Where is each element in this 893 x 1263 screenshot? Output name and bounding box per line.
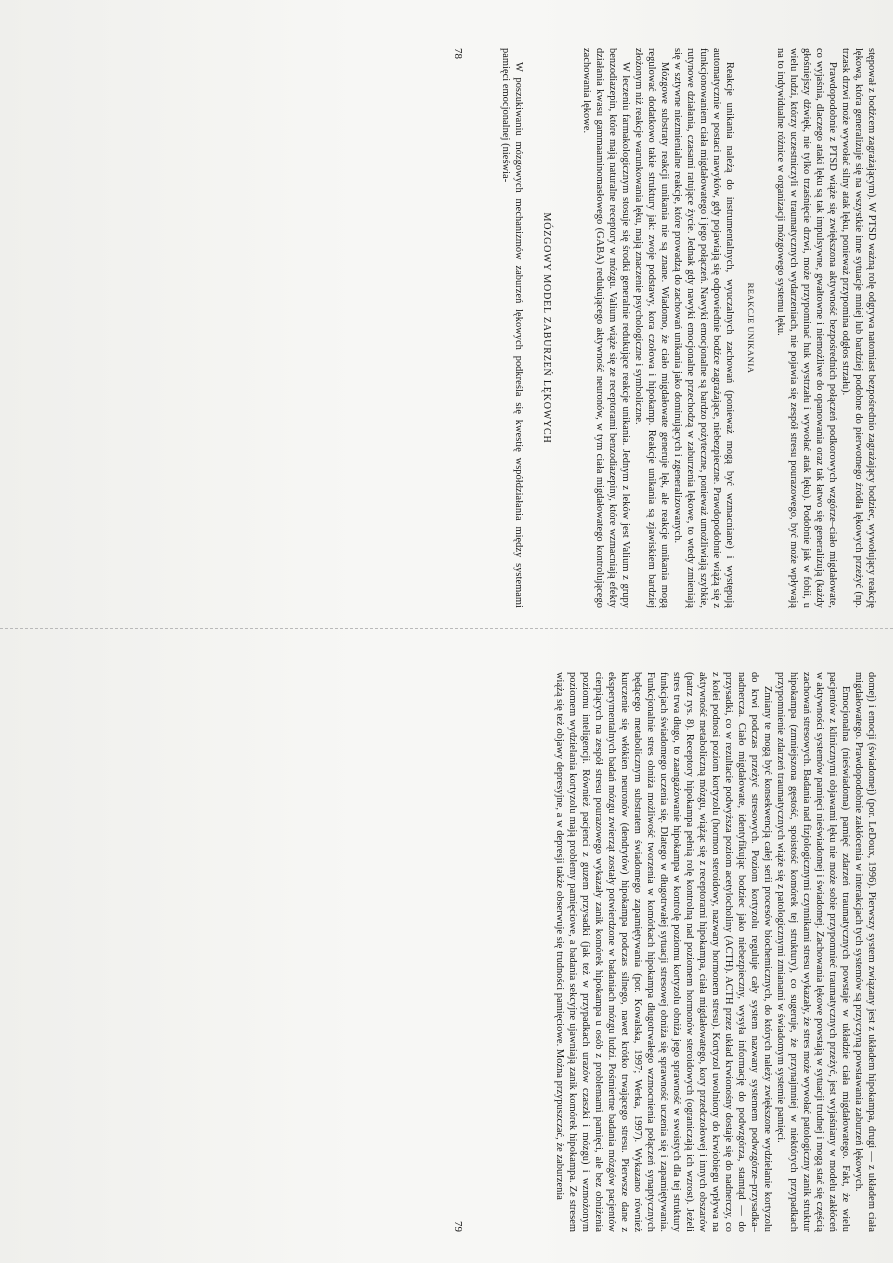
page-number: 78 bbox=[452, 48, 464, 59]
paragraph: Reakcje unikania należą do instrumentalnych, wyuczalnych zachowań (ponieważ mogą być wzmacniane) i występują automatycznie w postaci nawyków, gdy pojawiają się odpowiednie bodźce zagrażające, niebezpieczne. Prawdopodobnie wiążą się z funkcjonowaniem ciała migdałowatego i jego połączeń. Nawyki emocjonalne są bardzo pożyteczne, ponieważ umożliwiają szybkie, rutynowe działania, czasami ratujące życie. Jednak gdy nawyki emocjonalne przechodzą w zaburzenia lękowe, to wtedy zmieniają się w sztywne niezmienialne reakcje, które prowadzą do zachowań unikania jako dominujących i zgeneralizowanych. bbox=[672, 48, 735, 608]
section-heading-brain-model: MÓZGOWY MODEL ZABURZEŃ LĘKOWYCH bbox=[541, 212, 552, 444]
paragraph: W poszukiwaniu mózgowych mechanizmów zaburzeń lękowych podkreśla się kwestię współdziałania między systemami pamięci emocjonalnej (nieświa- bbox=[500, 48, 524, 608]
page-fold-line bbox=[0, 628, 893, 630]
paragraph: W leczeniu farmakologicznym stosuje się środki generalnie redukujące reakcje unikania. Jednym z leków jest Valium z grupy benzodiazepin, które mają naturalne receptory w mózgu. Valium wiąże się ze receptorami benzodiazepiny, które wzmacniają efekty działania kwasu gammaaminomasłowego (GABA) redukującego aktywność neuronów, w tym ciała migdałowatego kontrolującego zachowania lękowe. bbox=[581, 48, 631, 608]
section-heading-avoidance: REAKCJE UNIKANIA bbox=[746, 282, 756, 374]
left-page bbox=[438, 48, 878, 608]
paragraph: stępował z bodźcem zagrażającym). W PTSD ważną rolę odgrywa natomiast bezpośrednio zagrażający bodziec, wywołujący reakcję lękową, która generalizuje się na wszystkie inne sytuacje mniej lub bardziej podobne do pierwotnego źródła lękowych przeżyć (np. trzask drzwi może wywołać silny atak lęku, ponieważ przypomina odgłos strzału). bbox=[840, 48, 877, 608]
paragraph: Prawdopodobnie z PTSD wiąże się zwiększona aktywność bezpośrednich połączeń podkorowych wzgórze–ciało migdałowate, co wyjaśnia, dlaczego ataki lęku są tak impulsywne, gwałtowne i niemożliwe do opanowania oraz tak łatwo się generalizują (każdy głośniejszy dźwięk, nie tylko trzaśnięcie drzwi, może przypominać huk wystrzału i wywołać atak lęku). Podobnie jak w fobii, u wielu ludzi, którzy uczestniczyli w traumatycznych wydarzeniach, nie pojawia się zespół stresu pourazowego, być może wpływają na to indywidualne różnice w organizacji mózgowego systemu lęku. bbox=[775, 48, 838, 608]
right-page bbox=[438, 672, 878, 1232]
page-number: 79 bbox=[452, 1221, 464, 1232]
paragraph: Mózgowe substraty reakcji unikania nie są znane. Wiadomo, że ciało migdałowate generuje lęk, ale reakcje unikania mogą regulować dodatkowo takie struktury jak: zwoje podstawy, kora czołowa i hipokamp. Reakcje unikania są zjawiskiem bardziej złożonym niż reakcje warunkowania lęku, mają znaczenie psychologiczne i symboliczne. bbox=[633, 48, 670, 608]
paragraph: Zmiany te mogą być konsekwencją całej serii procesów biochemicznych, do których należy zwiększone wydzielanie kortyzolu do krwi podczas przeżyć stresowych. Poziom kortyzolu reguluje cały system nazwany systemem podwzgórze–przysadka–nadnercza. Ciało migdałowate, identyfikując bodziec jako niebezpieczny, wysyła informację do podwzgórza, stamtąd — do przysadki, co w rezultacie podwyższa poziom acetylocholiny (ACTH). ACTH przez układ krwionośny dostaje się do nadnerczy, co z kolei podnosi poziom kortyzolu (hormon steroidowy, nazwany hormonem stresu). Kortyzol uwolniony do krwiobiegu wpływa na aktywność metaboliczną mózgu, wiążąc się z receptorami hipokampa, ciała migdałowatego, kory przedczołowej i innych obszarów (patrz rys. 8). Receptory hipokampa pełnią rolę kontrolną nad poziomem hormonów steroidowych (ograniczają ich wzrost). Jeżeli stres trwa długo, to zaangażowanie hipokampa w kontrolę poziomu kortyzolu obniża jego sprawność w swoistych dla tej struktury funkcjach świadomego uczenia się. Dlatego w długotrwałej sytuacji stresowej obniża się sprawność uczenia się i zapamiętywania. Funkcjonalnie stres obniża możliwość tworzenia w komórkach hipokampa długotrwałego wzmocnienia połączeń synaptycznych będącego metabolicznym substratem świadomego zapamiętywania (por. Kowalska, 1997; Werka, 1997). Wykazano również kurczenie się włókien neuronów (dendrytów) hipokampa podczas silnego, nawet krótko trwającego stresu. Pierwsze dane z eksperymentalnych badań mózgu zwierząt zostały potwierdzone w badaniach mózgu ludzi. Pośmiertne badania mózgów pacjentów cierpiących na zespół stresu pourazowego wykazały zanik komórek hipokampa u osób z problemami pamięci, ale bez obniżenia poziomu inteligencji. Również pacjenci z guzem przysadki (jak też w przypadkach urazów czaszki i mózgu) i wzmożonym poziomem wydzielania kortyzolu mają problemy pamięciowe, a badania sekcyjne ujawniają zanik komórek hipokampa. Ze stresem wiążą się też objawy depresyjne, a w depresji także obserwuje się trudności pamięciowe. Można przypuszczać, że zaburzenia bbox=[554, 672, 773, 1232]
paragraph: domej) i emocji (świadomej) (por. LeDoux, 1996). Pierwszy system związany jest z układem hipokampa, drugi — z układem ciała migdałowatego. Prawdopodobnie zakłócenia w interakcjach tych systemów są przyczyną powstawania zaburzeń lękowych. bbox=[853, 672, 877, 1232]
paragraph: Emocjonalna (nieświadoma) pamięć zdarzeń traumatycznych powstaje w układzie ciała migdałowatego. Fakt, że wielu pacjentów z klinicznymi objawami lęku nie może sobie przypomnieć traumatycznych przeżyć, jest wyjaśniany w modelu zakłóceń w aktywności systemów pamięci nieświadomej i świadomej. Zachowania lękowe powstają w sytuacji trudnej i mogą stać się częścią zachowań stresowych. Badania nad fizjologicznymi czynnikami stresu wykazały, że stres może wywołać patologiczny zanik struktur hipokampa (zmniejszona gęstość, spoistość komórek tej struktury), co sugeruje, że przynajmniej w niektórych przypadkach przypomnienie zdarzeń traumatycznych wiąże się z patologicznymi zmianami w świadomym systemie pamięci. bbox=[775, 672, 851, 1232]
